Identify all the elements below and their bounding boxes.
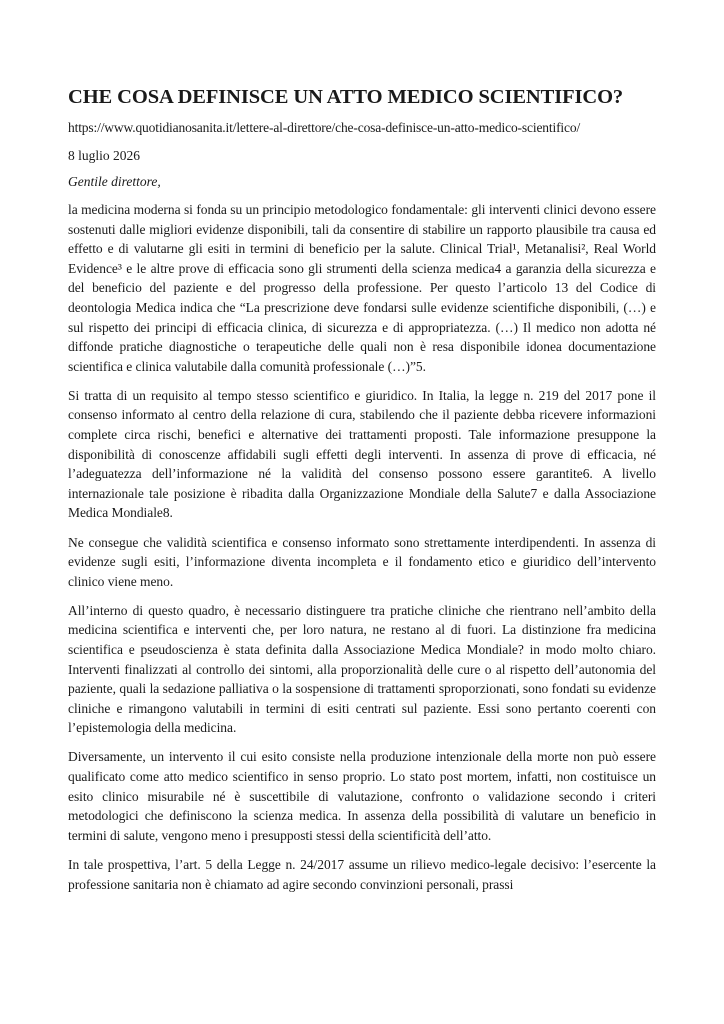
- source-url: https://www.quotidianosanita.it/lettere-al-direttore/che-cosa-definisce-un-atto-medico-scientifico/: [68, 120, 581, 135]
- document-date: 8 luglio 2026: [68, 148, 141, 163]
- document-title: CHE COSA DEFINISCE UN ATTO MEDICO SCIENTIFICO?: [68, 86, 624, 108]
- salutation: Gentile direttore,: [68, 174, 161, 189]
- paragraph: Si tratta di un requisito al tempo stesso scientifico e giuridico. In Italia, la legge n. 219 del 2017 pone il consenso informato al centro della relazione di cura, stabilendo che il paziente debba ricevere informazioni complete circa rischi, benefici e alternative dei trattamenti proposti. Tale informazione presuppone la disponibilità di conoscenze affidabili sugli effetti degli interventi. In assenza di prove di efficacia, né l’adeguatezza dell’informazione né la validità del consenso possono essere garantite6. A livello internazionale tale posizione è ribadita dalla Organizzazione Mondiale della Salute7 e dalla Associazione Medica Mondiale8.: [68, 387, 656, 521]
- document-page: [68, 84, 656, 904]
- paragraph: In tale prospettiva, l’art. 5 della Legge n. 24/2017 assume un rilievo medico-legale decisivo: l’esercente la professione sanitaria non è chiamato ad agire secondo convinzioni personali, prassi: [68, 856, 656, 892]
- paragraph: la medicina moderna si fonda su un principio metodologico fondamentale: gli interventi clinici devono essere sostenuti dalle migliori evidenze disponibili, tali da consentire di stabilire un rapporto plausibile tra causa ed effetto e di valutarne gli esiti in termini di beneficio per la salute. Clinical Trial¹, Metanalisi², Real World Evidence³ e le altre prove di efficacia sono gli strumenti della scienza medica4 a garanzia della sicurezza e del beneficio del paziente e del progresso della professione. Per questo l’articolo 13 del Codice di deontologia Medica indica che “La prescrizione deve fondarsi sulle evidenze scientifiche disponibili, (…) e sul rispetto dei principi di efficacia clinica, di sicurezza e di appropriatezza. (…) Il medico non adotta né diffonde pratiche diagnostiche o terapeutiche delle quali non è resa disponibile idonea documentazione scientifica e clinica valutabile dalla comunità professionale (…)”5.: [68, 202, 656, 374]
- paragraph: Diversamente, un intervento il cui esito consiste nella produzione intenzionale della morte non può essere qualificato come atto medico scientifico in senso proprio. Lo stato post mortem, infatti, non costituisce un esito clinico misurabile né è suscettibile di valutazione, confronto o validazione secondo i criteri metodologici che definiscono la scienza medica. In assenza della possibilità di valutare un beneficio in termini di salute, vengono meno i presupposti stessi della scientificità dell’atto.: [68, 749, 656, 843]
- paragraph: Ne consegue che validità scientifica e consenso informato sono strettamente interdipendenti. In assenza di evidenze sugli esiti, l’informazione diventa incompleta e il fondamento etico e giuridico dell’intervento clinico viene meno.: [68, 534, 656, 589]
- paragraph: All’interno di questo quadro, è necessario distinguere tra pratiche cliniche che rientrano nell’ambito della medicina scientifica e interventi che, per loro natura, ne restano al di fuori. La distinzione fra medicina scientifica e pseudoscienza è stata definita dalla Associazione Medica Mondiale? in modo molto chiaro. Interventi finalizzati al controllo dei sintomi, alla proporzionalità delle cure o al rispetto dell’autonomia del paziente, quali la sedazione palliativa o la sospensione di trattamenti sproporzionati, sono fondati su evidenze cliniche e rimangono valutabili in termini di esiti centrati sul paziente. Essi sono pertanto coerenti con l’epistemologia della medicina.: [68, 602, 656, 736]
